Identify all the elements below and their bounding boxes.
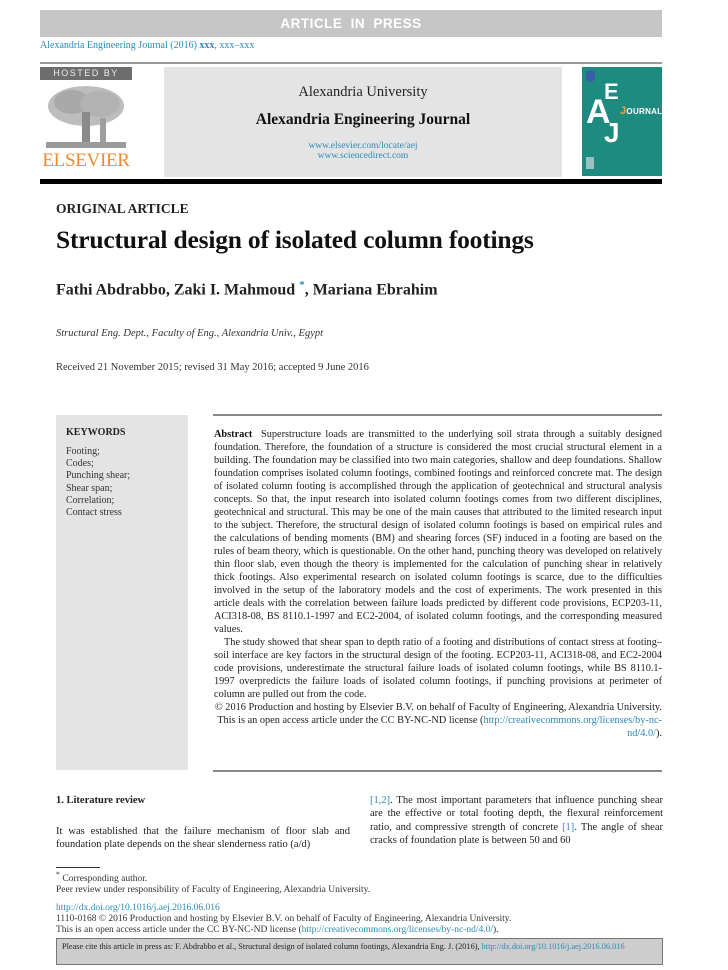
abstract-paragraph-1: Abstract Superstructure loads are transmitted to the underlying soil strata through a suitably designed foundation. Therefore, the foundation of a structure is considered the most crucial structural element in a building. The foundation may be classified into two main categories, shallow and deep foundations. Shallow foundation comprises isolated column footings, combined footings and reinforced concrete mat. The design of isolated column footing is accomplished through the application of geotechnical and structural analysis concepts. So that, the input research into isolated column footings comes from two different disciplines, geotechnical and structural. This may be one of the main causes that attributed to the limited research input to the subject. Therefore, the structural design of isolated column footings is based on empirical rules and the calculations of bending moments (BM) and shearing forces (SF) induced in a footing are based on the rules of beam theory, which is questionable. On the other hand, punching theory was developed on relatively thin floor slab, even though the theory is implemented for the calculation of punching shear in relatively thick footings. Also experimental research on isolated column footings is scarce, due to the difficulties involved in the setup of the laboratory models and the cost of experiments. The work presented in this article deals with the correlation between failure loads predicted by different code provisions, ECP203-11, ACI318-08, BS 8110.1-1997 and EC2-2004, of isolated column footings, and the corresponding measured values. <box>214 429 662 635</box>
cover-letter-a: A <box>586 93 611 131</box>
peer-review-note: Peer review under responsibility of Faculty of Engineering, Alexandria University. <box>56 885 371 895</box>
cover-publisher-logo-icon <box>586 157 594 169</box>
abstract-top-rule <box>213 414 662 416</box>
keyword-item: Shear span; <box>66 482 113 494</box>
article-title: Structural design of isolated column footings <box>56 225 534 254</box>
keywords-box <box>56 415 188 770</box>
cite-text: Please cite this article in press as: F. Abdrabbo et al., Structural design of isolated column footings, Alexandria Eng. J. (2016), <box>62 942 482 951</box>
abstract-bottom-rule <box>213 770 662 772</box>
citation-link[interactable]: [1] <box>562 821 575 833</box>
cover-letter-e: E <box>604 79 619 104</box>
affiliation: Structural Eng. Dept., Faculty of Eng., Alexandria Univ., Egypt <box>56 328 324 339</box>
journal-urls <box>164 141 562 161</box>
cite-doi-link[interactable]: http://dx.doi.org/10.1016/j.aej.2016.06.016 <box>481 942 625 951</box>
cite-this-article-box <box>56 938 663 965</box>
abstract <box>214 428 662 740</box>
journal-ref-volume: xxx <box>199 40 215 51</box>
open-access-note: This is an open access article under the CC BY-NC-ND license (http://creativecommons.org/licenses/by-nc-nd/4.0/). <box>56 925 499 935</box>
license-link[interactable]: http://creativecommons.org/licenses/by-nc-nd/4.0/ <box>483 715 662 739</box>
body-right-column: [1,2]. The most important parameters that influence punching shear are the effective or total footing depth, the flexural reinforcement ratio, and compressive strength of concrete [1]. The angle of shear cracks of foundation plate is between 50 and 60 <box>370 795 663 846</box>
received-dates: Received 21 November 2015; revised 31 May 2016; accepted 9 June 2016 <box>56 362 369 373</box>
hosted-by-label: HOSTED BY <box>40 67 132 80</box>
article-in-press-banner: ARTICLE IN PRESS <box>40 10 662 37</box>
university-name: Alexandria University <box>298 84 428 100</box>
keyword-item: Codes; <box>66 458 94 470</box>
corresponding-author-note: * Corresponding author. <box>56 870 148 885</box>
abstract-label: Abstract <box>214 429 253 440</box>
cover-letter-j: J <box>604 117 620 148</box>
journal-url-link[interactable]: www.elsevier.com/locate/aej <box>308 141 418 151</box>
cover-journal-word: JOURNAL <box>620 105 662 117</box>
header-top-rule <box>40 62 662 64</box>
authors-part-1: Fathi Abdrabbo, Zaki I. Mahmoud <box>56 281 296 299</box>
elsevier-wordmark: ELSEVIER <box>42 150 130 171</box>
issn-copyright: 1110-0168 © 2016 Production and hosting by Elsevier B.V. on behalf of Faculty of Engineering, Alexandria University. <box>56 914 512 924</box>
keyword-item: Punching shear; <box>66 470 131 482</box>
journal-ref-pages: , xxx–xxx <box>214 40 255 51</box>
footnote-rule <box>56 867 100 868</box>
article-type: ORIGINAL ARTICLE <box>56 201 189 216</box>
journal-reference[interactable] <box>40 40 254 51</box>
body-left-column: It was established that the failure mechanism of floor slab and foundation plate depends on the shear slenderness ratio (a/d) <box>56 826 350 851</box>
section-heading: 1. Literature review <box>56 795 146 806</box>
header-bottom-rule <box>40 179 662 184</box>
keyword-item: Contact stress <box>66 507 122 519</box>
journal-name: Alexandria Engineering Journal <box>255 111 471 128</box>
authors-part-2: , Mariana Ebrahim <box>304 281 438 299</box>
oa-license-link[interactable]: http://creativecommons.org/licenses/by-nc-nd/4.0/ <box>301 925 493 935</box>
author-list <box>56 279 438 299</box>
keyword-item: Footing; <box>66 446 100 457</box>
abstract-paragraph-2: The study showed that shear span to depth ratio of a footing and distributions of contact stress at footing–soil interface are key factors in the structural design of the footing. ECP203-11, ACI318-08, and EC2-2004 code provisions, underestimate the structural failure loads of isolated column footings, while BS 8110.1-1997 overpredicts the failure loads of isolated column footings, if punching provisions at perimeter of column are pulled out from the code. <box>214 637 662 700</box>
citation-link[interactable]: [1,2] <box>370 795 391 806</box>
doi-link[interactable]: http://dx.doi.org/10.1016/j.aej.2016.06.016 <box>56 903 220 913</box>
university-crest-icon <box>586 71 595 82</box>
sciencedirect-url-link[interactable]: www.sciencedirect.com <box>317 151 409 161</box>
elsevier-tree-logo-icon <box>42 84 130 150</box>
abstract-copyright: © 2016 Production and hosting by Elsevier B.V. on behalf of Faculty of Engineering, Alexandria University. This is an open access article under the CC BY-NC-ND license (http://creativecommons.org/licenses/by-nc-nd/4.0/). <box>214 702 662 739</box>
keywords-title: KEYWORDS <box>66 427 126 438</box>
journal-masthead <box>164 67 562 177</box>
corresponding-author-link[interactable]: * <box>299 279 305 291</box>
journal-cover-image <box>582 67 662 176</box>
keyword-item: Correlation; <box>66 494 115 506</box>
journal-ref-prefix: Alexandria Engineering Journal (2016) <box>40 40 200 51</box>
